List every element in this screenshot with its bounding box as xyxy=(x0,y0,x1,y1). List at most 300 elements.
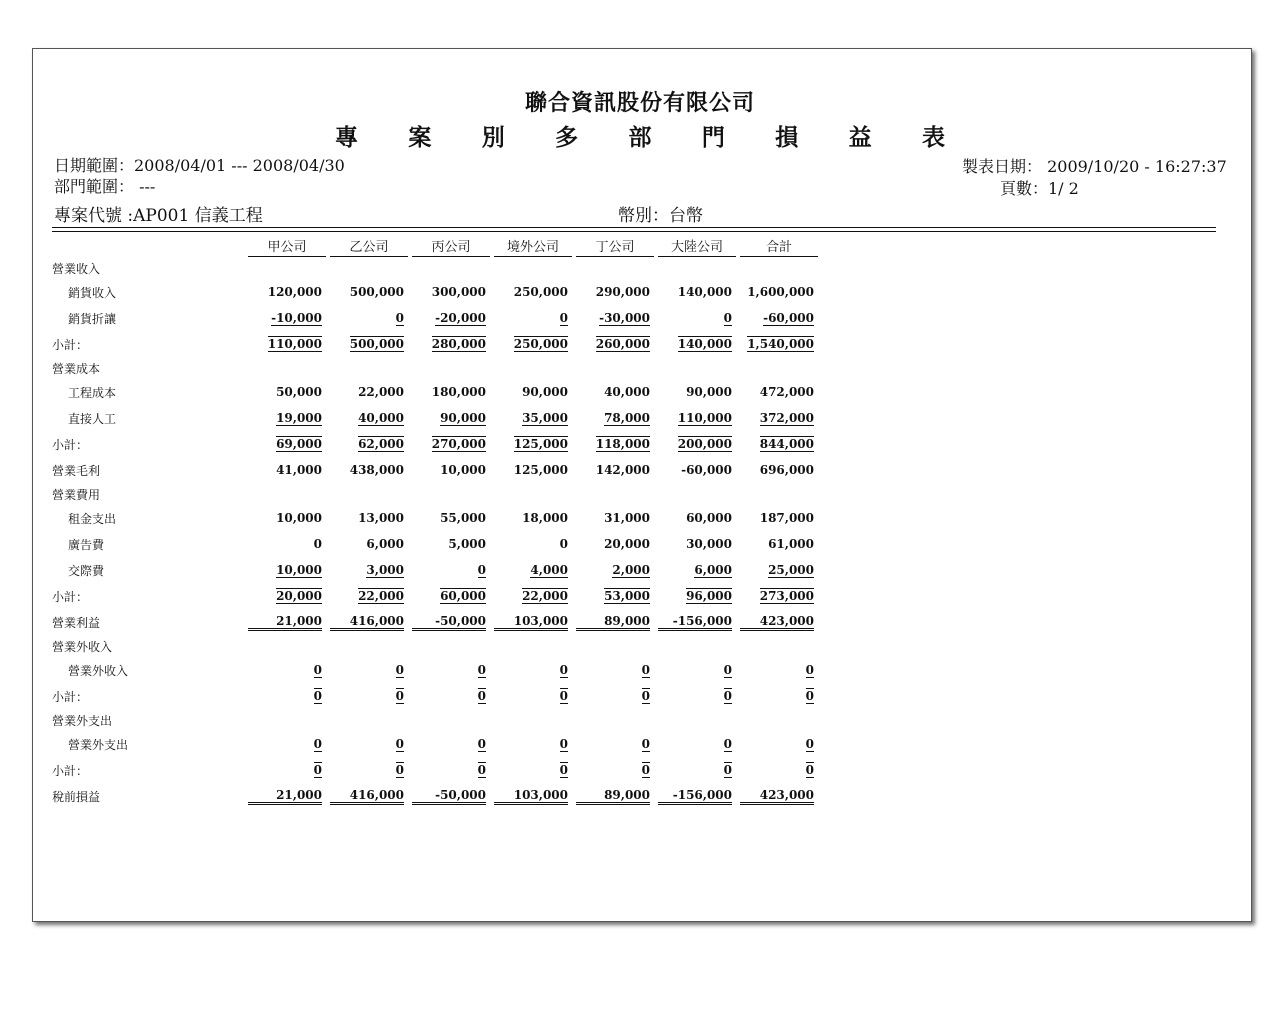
row-label: 營業外收入 xyxy=(68,663,129,678)
company-name: 聯合資訊股份有限公司 xyxy=(524,90,755,116)
value-text: 0 xyxy=(477,689,486,703)
row-value xyxy=(328,583,410,609)
value-text: 423,000 xyxy=(740,788,814,805)
row-value xyxy=(574,257,656,279)
dept-range: 部門範圍： --- xyxy=(54,177,156,196)
row-value xyxy=(738,483,820,505)
value-text: 0 xyxy=(641,763,650,777)
row-label: 營業成本 xyxy=(52,361,101,376)
table-row xyxy=(52,405,820,431)
row-value xyxy=(574,431,656,457)
row-value xyxy=(246,783,328,809)
row-value xyxy=(492,757,574,783)
row-label: 直接人工 xyxy=(68,411,117,426)
value-text: 142,000 xyxy=(595,463,650,477)
row-value xyxy=(738,609,820,635)
table-row xyxy=(52,257,820,279)
row-value xyxy=(328,357,410,379)
row-value xyxy=(656,783,738,809)
value-text: 110,000 xyxy=(267,337,322,351)
row-value xyxy=(246,531,328,557)
row-value xyxy=(656,257,738,279)
value-text: 416,000 xyxy=(330,788,404,805)
value-text: 0 xyxy=(395,311,404,325)
row-value xyxy=(574,609,656,635)
row-value xyxy=(246,405,328,431)
row-value xyxy=(328,657,410,683)
row-value xyxy=(328,635,410,657)
value-text: 0 xyxy=(313,689,322,703)
row-value xyxy=(656,683,738,709)
row-value xyxy=(574,557,656,583)
table-row xyxy=(52,783,820,809)
value-text: 0 xyxy=(313,763,322,777)
row-value xyxy=(656,757,738,783)
row-value xyxy=(328,505,410,531)
row-value xyxy=(410,709,492,731)
row-value xyxy=(574,379,656,405)
title-char: 門 xyxy=(701,124,725,151)
value-text: 0 xyxy=(723,763,732,777)
value-text: -156,000 xyxy=(658,614,732,631)
value-text: 0 xyxy=(559,663,568,677)
table-row xyxy=(52,657,820,683)
row-value xyxy=(492,731,574,757)
row-value xyxy=(738,583,820,609)
value-text: 90,000 xyxy=(440,411,486,425)
value-text: 0 xyxy=(477,563,486,577)
value-text: 90,000 xyxy=(522,385,568,399)
row-value xyxy=(410,405,492,431)
value-text: 40,000 xyxy=(604,385,650,399)
row-value xyxy=(656,635,738,657)
column-header xyxy=(246,236,328,257)
row-value xyxy=(492,783,574,809)
title-char: 別 xyxy=(481,124,505,151)
row-value xyxy=(410,757,492,783)
row-value xyxy=(574,731,656,757)
value-text: 41,000 xyxy=(276,463,322,477)
row-value xyxy=(738,305,820,331)
value-text: 60,000 xyxy=(686,511,732,525)
value-text: 0 xyxy=(723,311,732,325)
row-label: 營業外支出 xyxy=(52,713,113,728)
row-value xyxy=(656,531,738,557)
label-column-header xyxy=(52,236,246,257)
row-value xyxy=(410,557,492,583)
header-rule-top xyxy=(52,227,1216,228)
value-text: 3,000 xyxy=(366,563,404,577)
value-text: -60,000 xyxy=(763,311,814,325)
row-value xyxy=(328,431,410,457)
value-text: 60,000 xyxy=(440,589,486,603)
row-value xyxy=(246,379,328,405)
value-text: -50,000 xyxy=(412,788,486,805)
row-label: 小計： xyxy=(52,437,89,452)
column-header xyxy=(738,236,820,257)
value-text: 19,000 xyxy=(276,411,322,425)
value-text: 110,000 xyxy=(677,411,732,425)
row-value xyxy=(738,405,820,431)
value-text: 372,000 xyxy=(759,411,814,425)
row-value xyxy=(574,305,656,331)
header-rule-bottom xyxy=(52,231,1216,232)
value-text: 78,000 xyxy=(604,411,650,425)
row-value xyxy=(246,483,328,505)
value-text: 118,000 xyxy=(595,437,650,451)
value-text: 18,000 xyxy=(522,511,568,525)
value-text: 416,000 xyxy=(330,614,404,631)
row-value xyxy=(738,431,820,457)
row-value xyxy=(246,757,328,783)
value-text: 89,000 xyxy=(576,614,650,631)
row-value xyxy=(328,783,410,809)
table-row xyxy=(52,609,820,635)
value-text: 53,000 xyxy=(604,589,650,603)
table-row xyxy=(52,505,820,531)
value-text: 0 xyxy=(723,689,732,703)
row-value xyxy=(328,379,410,405)
value-text: 40,000 xyxy=(358,411,404,425)
value-text: 0 xyxy=(313,663,322,677)
table-row xyxy=(52,635,820,657)
row-label: 小計： xyxy=(52,337,89,352)
row-value xyxy=(492,405,574,431)
row-value xyxy=(246,279,328,305)
row-value xyxy=(492,505,574,531)
row-value xyxy=(492,331,574,357)
row-value xyxy=(574,457,656,483)
row-value xyxy=(656,583,738,609)
row-value xyxy=(492,709,574,731)
table-row xyxy=(52,457,820,483)
row-value xyxy=(410,505,492,531)
table-row xyxy=(52,331,820,357)
row-value xyxy=(410,657,492,683)
value-text: 0 xyxy=(805,737,814,751)
row-value xyxy=(410,431,492,457)
table-row xyxy=(52,357,820,379)
row-value xyxy=(574,583,656,609)
row-value xyxy=(328,557,410,583)
row-value xyxy=(492,457,574,483)
row-value xyxy=(738,709,820,731)
table-row xyxy=(52,431,820,457)
table-row xyxy=(52,379,820,405)
row-value xyxy=(246,357,328,379)
table-row xyxy=(52,757,820,783)
title-char: 益 xyxy=(848,124,872,151)
column-header xyxy=(656,236,738,257)
value-text: 35,000 xyxy=(522,411,568,425)
row-value xyxy=(492,279,574,305)
value-text: 22,000 xyxy=(522,589,568,603)
row-value xyxy=(246,257,328,279)
row-value xyxy=(656,657,738,683)
row-value xyxy=(328,531,410,557)
value-text: -20,000 xyxy=(435,311,486,325)
row-value xyxy=(738,379,820,405)
row-value xyxy=(328,483,410,505)
row-value xyxy=(410,731,492,757)
row-value xyxy=(574,635,656,657)
row-value xyxy=(738,635,820,657)
row-value xyxy=(574,683,656,709)
row-value xyxy=(328,731,410,757)
row-value xyxy=(656,557,738,583)
value-text: 180,000 xyxy=(431,385,486,399)
value-text: 0 xyxy=(559,311,568,325)
value-text: 89,000 xyxy=(576,788,650,805)
table-row xyxy=(52,557,820,583)
column-header-label: 甲公司 xyxy=(248,236,326,257)
row-value xyxy=(656,379,738,405)
value-text: 103,000 xyxy=(494,614,568,631)
row-value xyxy=(246,609,328,635)
row-label: 小計： xyxy=(52,689,89,704)
table-row xyxy=(52,279,820,305)
value-text: 30,000 xyxy=(686,537,732,551)
value-text: 273,000 xyxy=(759,589,814,603)
value-text: 0 xyxy=(805,663,814,677)
row-value xyxy=(492,609,574,635)
value-text: 844,000 xyxy=(759,437,814,451)
row-value xyxy=(328,257,410,279)
row-label: 營業收入 xyxy=(52,261,101,276)
value-text: 0 xyxy=(805,689,814,703)
value-text: 260,000 xyxy=(595,337,650,351)
value-text: 290,000 xyxy=(595,285,650,299)
value-text: 10,000 xyxy=(276,563,322,577)
row-value xyxy=(574,531,656,557)
row-value xyxy=(738,757,820,783)
value-text: 21,000 xyxy=(248,614,322,631)
row-value xyxy=(656,731,738,757)
report-title xyxy=(335,119,945,152)
row-value xyxy=(656,305,738,331)
row-value xyxy=(656,331,738,357)
row-value xyxy=(246,709,328,731)
value-text: 0 xyxy=(641,689,650,703)
value-text: 1,540,000 xyxy=(747,337,814,351)
value-text: 96,000 xyxy=(686,589,732,603)
value-text: -60,000 xyxy=(681,463,732,477)
value-text: 0 xyxy=(559,689,568,703)
value-text: 50,000 xyxy=(276,385,322,399)
value-text: 500,000 xyxy=(349,285,404,299)
row-value xyxy=(410,457,492,483)
row-value xyxy=(574,783,656,809)
value-text: -156,000 xyxy=(658,788,732,805)
row-value xyxy=(492,531,574,557)
value-text: 438,000 xyxy=(349,463,404,477)
value-text: 22,000 xyxy=(358,385,404,399)
row-value xyxy=(738,683,820,709)
column-header-row xyxy=(52,236,820,257)
value-text: 187,000 xyxy=(759,511,814,525)
row-value xyxy=(246,657,328,683)
title-char: 案 xyxy=(408,124,432,151)
row-label: 小計： xyxy=(52,589,89,604)
row-value xyxy=(492,683,574,709)
row-value xyxy=(574,483,656,505)
row-value xyxy=(246,635,328,657)
date-range: 日期範圍：2008/04/01 --- 2008/04/30 xyxy=(54,156,345,175)
table-row xyxy=(52,583,820,609)
value-text: 55,000 xyxy=(440,511,486,525)
value-text: 4,000 xyxy=(530,563,568,577)
row-value xyxy=(246,457,328,483)
column-header-label: 合計 xyxy=(740,236,818,257)
row-value xyxy=(738,457,820,483)
row-value xyxy=(738,531,820,557)
row-value xyxy=(656,431,738,457)
table-row xyxy=(52,709,820,731)
value-text: 300,000 xyxy=(431,285,486,299)
value-text: 0 xyxy=(477,663,486,677)
value-text: 250,000 xyxy=(513,337,568,351)
value-text: 1,600,000 xyxy=(747,285,814,299)
row-value xyxy=(574,331,656,357)
value-text: 472,000 xyxy=(759,385,814,399)
row-label: 營業外收入 xyxy=(52,639,113,654)
value-text: 0 xyxy=(395,737,404,751)
row-value xyxy=(328,683,410,709)
value-text: 0 xyxy=(477,763,486,777)
row-value xyxy=(246,331,328,357)
value-text: 62,000 xyxy=(358,437,404,451)
row-value xyxy=(492,431,574,457)
value-text: 423,000 xyxy=(740,614,814,631)
value-text: 2,000 xyxy=(612,563,650,577)
currency: 幣別：台幣 xyxy=(618,206,703,226)
value-text: 250,000 xyxy=(513,285,568,299)
profit-loss-table xyxy=(52,236,820,809)
value-text: 280,000 xyxy=(431,337,486,351)
value-text: 0 xyxy=(395,763,404,777)
row-value xyxy=(574,757,656,783)
value-text: 0 xyxy=(313,737,322,751)
table-row xyxy=(52,683,820,709)
row-value xyxy=(328,457,410,483)
value-text: 6,000 xyxy=(694,563,732,577)
row-value xyxy=(410,279,492,305)
value-text: 0 xyxy=(723,737,732,751)
row-value xyxy=(656,357,738,379)
row-value xyxy=(410,683,492,709)
table-row xyxy=(52,731,820,757)
row-value xyxy=(410,357,492,379)
value-text: 200,000 xyxy=(677,437,732,451)
row-label: 稅前損益 xyxy=(52,789,101,804)
row-value xyxy=(410,257,492,279)
column-header-label: 大陸公司 xyxy=(658,236,736,257)
value-text: 0 xyxy=(641,663,650,677)
value-text: 696,000 xyxy=(759,463,814,477)
column-header xyxy=(574,236,656,257)
project-code: 專案代號 :AP001 信義工程 xyxy=(54,206,263,226)
row-value xyxy=(492,583,574,609)
row-label: 廣告費 xyxy=(68,537,105,552)
row-value xyxy=(738,731,820,757)
value-text: -10,000 xyxy=(271,311,322,325)
value-text: 22,000 xyxy=(358,589,404,603)
row-value xyxy=(738,257,820,279)
row-value xyxy=(246,505,328,531)
value-text: 0 xyxy=(313,537,322,551)
value-text: 0 xyxy=(723,663,732,677)
row-value xyxy=(738,357,820,379)
row-value xyxy=(328,405,410,431)
row-value xyxy=(328,279,410,305)
row-label: 交際費 xyxy=(68,563,105,578)
value-text: 21,000 xyxy=(248,788,322,805)
value-text: 120,000 xyxy=(267,285,322,299)
row-value xyxy=(410,609,492,635)
title-char: 多 xyxy=(555,124,579,151)
row-value xyxy=(492,357,574,379)
column-header-label: 境外公司 xyxy=(494,236,572,257)
value-text: 0 xyxy=(395,689,404,703)
value-text: 69,000 xyxy=(276,437,322,451)
column-header xyxy=(328,236,410,257)
value-text: -30,000 xyxy=(599,311,650,325)
row-label: 小計： xyxy=(52,763,89,778)
row-value xyxy=(738,657,820,683)
value-text: 0 xyxy=(805,763,814,777)
row-value xyxy=(410,305,492,331)
row-value xyxy=(328,757,410,783)
value-text: 0 xyxy=(641,737,650,751)
row-value xyxy=(492,657,574,683)
row-value xyxy=(656,609,738,635)
row-value xyxy=(328,331,410,357)
value-text: 61,000 xyxy=(768,537,814,551)
title-char: 表 xyxy=(922,124,945,151)
row-label: 營業外支出 xyxy=(68,737,129,752)
row-value xyxy=(410,783,492,809)
row-label: 銷貨折讓 xyxy=(68,311,117,326)
value-text: 13,000 xyxy=(358,511,404,525)
value-text: 0 xyxy=(395,663,404,677)
row-label: 銷貨收入 xyxy=(68,285,117,300)
row-value xyxy=(410,379,492,405)
column-header-label: 乙公司 xyxy=(330,236,408,257)
row-value xyxy=(574,357,656,379)
table-row xyxy=(52,483,820,505)
row-value xyxy=(656,279,738,305)
value-text: 31,000 xyxy=(604,511,650,525)
row-value xyxy=(574,405,656,431)
row-value xyxy=(656,505,738,531)
table-row xyxy=(52,305,820,331)
title-char: 部 xyxy=(628,124,652,151)
row-value xyxy=(328,609,410,635)
value-text: 0 xyxy=(559,537,568,551)
value-text: 6,000 xyxy=(366,537,404,551)
column-header xyxy=(492,236,574,257)
row-label: 工程成本 xyxy=(68,385,117,400)
row-label: 營業利益 xyxy=(52,615,101,630)
row-value xyxy=(410,483,492,505)
title-char: 專 xyxy=(335,124,358,151)
row-value xyxy=(656,405,738,431)
row-value xyxy=(410,531,492,557)
column-header-label: 丁公司 xyxy=(576,236,654,257)
value-text: 20,000 xyxy=(276,589,322,603)
value-text: 103,000 xyxy=(494,788,568,805)
row-value xyxy=(738,505,820,531)
